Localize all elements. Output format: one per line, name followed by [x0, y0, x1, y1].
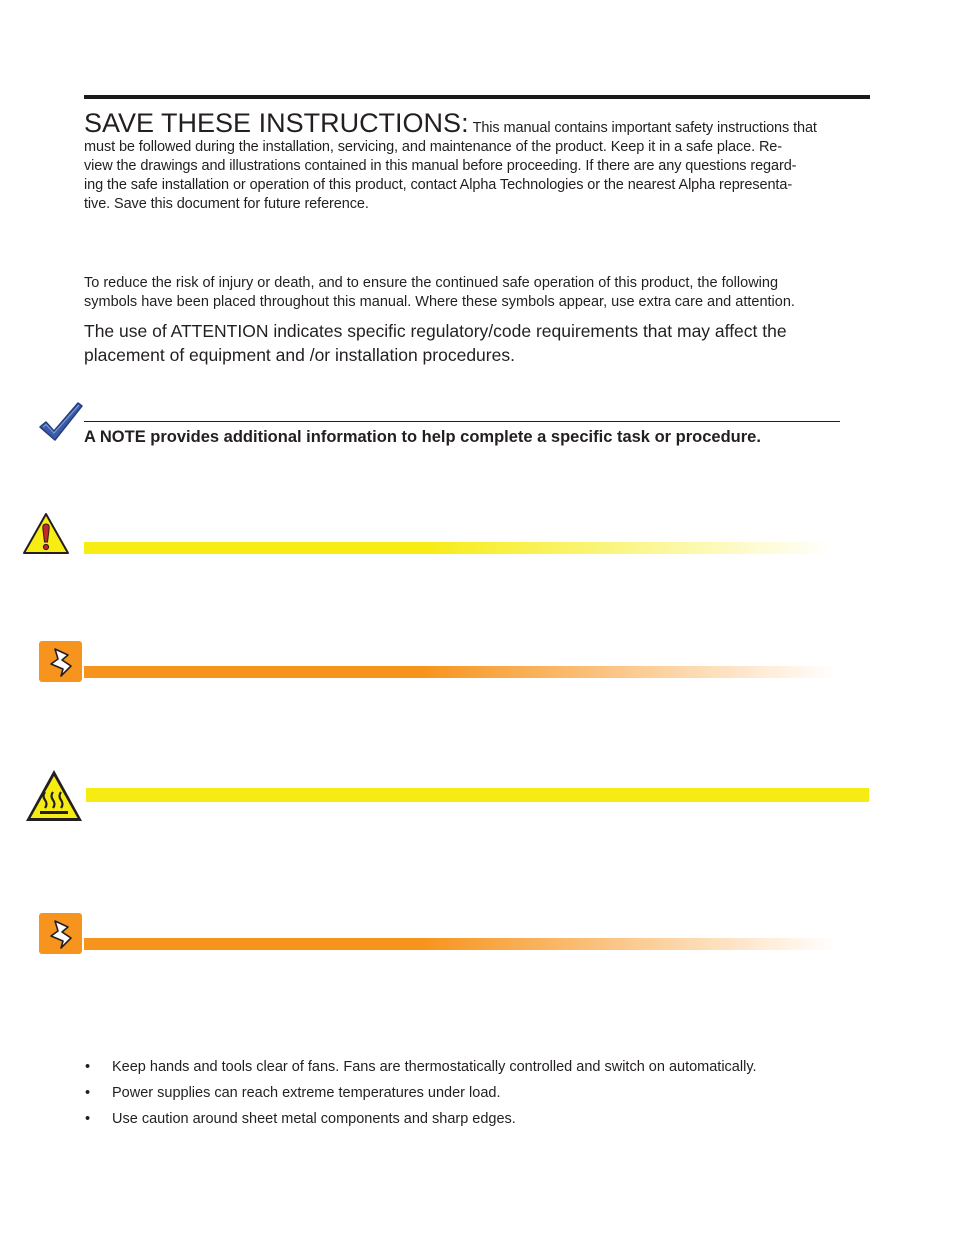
bullet-text: Keep hands and tools clear of fans. Fans are thermostatically controlled and switch on automatically. — [112, 1059, 757, 1075]
list-item — [84, 1082, 870, 1108]
symbols-intro-line: To reduce the risk of injury or death, and to ensure the continued safe operation of this product, the following — [84, 275, 779, 291]
hot-surface-icon — [24, 768, 84, 824]
safety-bullet-list — [84, 1056, 870, 1134]
symbols-intro-paragraph — [84, 274, 870, 312]
warning-bar — [84, 938, 836, 950]
intro-line: ing the safe installation or operation of this product, contact Alpha Technologies or the nearest Alpha representa- — [84, 177, 793, 193]
symbols-intro-line: symbols have been placed throughout this manual. Where these symbols appear, use extra care and attention. — [84, 294, 795, 310]
intro-line: must be followed during the installation, servicing, and maintenance of the product. Keep it in a safe place. Re- — [84, 139, 783, 155]
hot-surface-bar — [86, 788, 869, 802]
bullet-marker: • — [85, 1085, 91, 1101]
attention-line: placement of equipment and /or installation procedures. — [84, 345, 515, 365]
intro-line: This manual contains important safety instructions that — [472, 120, 817, 136]
top-rule — [84, 95, 870, 99]
bullet-marker: • — [85, 1111, 91, 1127]
save-instructions-paragraph — [84, 108, 870, 214]
bullet-text: Use caution around sheet metal components and sharp edges. — [112, 1111, 516, 1127]
bullet-marker: • — [85, 1059, 91, 1075]
electrical-hazard-icon — [38, 640, 83, 683]
intro-line: tive. Save this document for future reference. — [84, 196, 369, 212]
caution-bar — [84, 542, 834, 554]
list-item — [84, 1056, 870, 1082]
note-rule — [84, 421, 840, 422]
attention-paragraph — [84, 319, 870, 367]
checkmark-icon — [38, 400, 84, 444]
warning-bar — [84, 666, 836, 678]
note-text: A NOTE provides additional information to help complete a specific task or procedure. — [84, 428, 761, 446]
electrical-hazard-icon — [38, 912, 83, 955]
save-instructions-heading: SAVE THESE INSTRUCTIONS: — [84, 108, 469, 138]
intro-line: view the drawings and illustrations contained in this manual before proceeding. If there are any questions regard- — [84, 158, 797, 174]
caution-exclamation-icon — [22, 512, 70, 556]
bullet-text: Power supplies can reach extreme temperatures under load. — [112, 1085, 501, 1101]
attention-line: The use of ATTENTION indicates specific regulatory/code requirements that may affect the — [84, 321, 787, 341]
list-item — [84, 1108, 870, 1134]
